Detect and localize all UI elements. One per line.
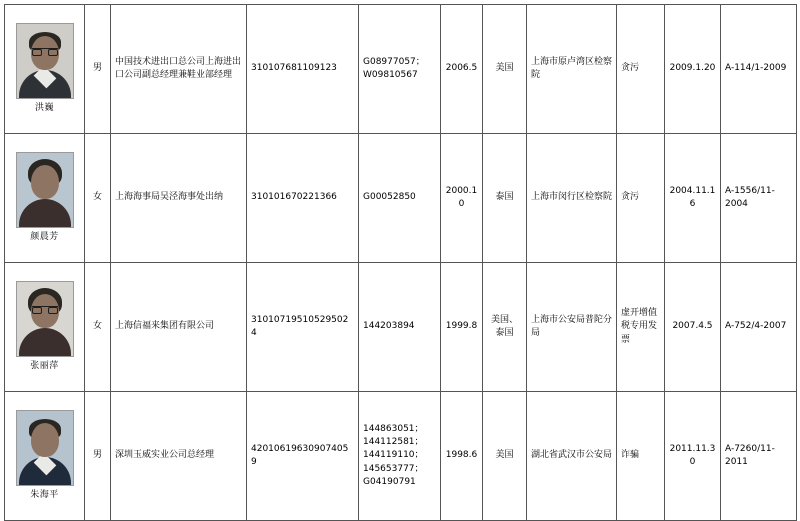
organization-cell: 上海信福来集团有限公司 <box>111 263 247 392</box>
exit-date-cell: 1998.6 <box>441 392 483 521</box>
photo-cell <box>5 392 85 521</box>
agency-cell: 湖北省武汉市公安局 <box>527 392 617 521</box>
case-number-cell: A-1556/11-2004 <box>721 134 797 263</box>
table-row <box>5 392 797 521</box>
portrait-photo-icon <box>16 152 74 228</box>
wanted-persons-document <box>0 4 800 511</box>
organization-cell: 中国技术进出口总公司上海进出口公司副总经理兼鞋业部经理 <box>111 5 247 134</box>
agency-cell: 上海市公安局普陀分局 <box>527 263 617 392</box>
passport-cell: 144203894 <box>359 263 441 392</box>
person-name: 颜晨芳 <box>30 231 59 242</box>
person-name: 朱海平 <box>30 489 59 500</box>
filed-date-cell: 2011.11.30 <box>665 392 721 521</box>
wanted-persons-table <box>4 4 797 521</box>
agency-cell: 上海市闵行区检察院 <box>527 134 617 263</box>
filed-date-cell: 2009.1.20 <box>665 5 721 134</box>
portrait-photo-icon <box>16 410 74 486</box>
case-number-cell: A-7260/11-2011 <box>721 392 797 521</box>
crime-cell: 贪污 <box>617 134 665 263</box>
glasses-icon <box>32 306 58 313</box>
portrait-photo-icon <box>16 23 74 99</box>
photo-cell <box>5 134 85 263</box>
table-row <box>5 134 797 263</box>
sex-cell: 女 <box>85 134 111 263</box>
organization-cell: 深圳玉威实业公司总经理 <box>111 392 247 521</box>
filed-date-cell: 2007.4.5 <box>665 263 721 392</box>
passport-cell: G00052850 <box>359 134 441 263</box>
photo-cell <box>5 5 85 134</box>
country-cell: 泰国 <box>483 134 527 263</box>
country-cell: 美国 <box>483 392 527 521</box>
organization-cell: 上海海事局吴泾海事处出纳 <box>111 134 247 263</box>
glasses-icon <box>32 48 58 55</box>
id-number-cell: 310101670221366 <box>247 134 359 263</box>
sex-cell: 女 <box>85 263 111 392</box>
table-row <box>5 263 797 392</box>
portrait-photo-icon <box>16 281 74 357</box>
exit-date-cell: 1999.8 <box>441 263 483 392</box>
exit-date-cell: 2006.5 <box>441 5 483 134</box>
filed-date-cell: 2004.11.16 <box>665 134 721 263</box>
person-name: 洪巍 <box>34 102 54 113</box>
country-cell: 美国 <box>483 5 527 134</box>
passport-cell: G08977057；W09810567 <box>359 5 441 134</box>
exit-date-cell: 2000.10 <box>441 134 483 263</box>
sex-cell: 男 <box>85 5 111 134</box>
table-row <box>5 5 797 134</box>
photo-cell <box>5 263 85 392</box>
sex-cell: 男 <box>85 392 111 521</box>
country-cell: 美国、泰国 <box>483 263 527 392</box>
case-number-cell: A-752/4-2007 <box>721 263 797 392</box>
passport-cell: 144863051；144112581；144119110；145653777；G04190791 <box>359 392 441 521</box>
agency-cell: 上海市原卢湾区检察院 <box>527 5 617 134</box>
id-number-cell: 420106196309074059 <box>247 392 359 521</box>
id-number-cell: 310107681109123 <box>247 5 359 134</box>
person-name: 张丽萍 <box>30 360 59 371</box>
crime-cell: 虚开增值税专用发票 <box>617 263 665 392</box>
id-number-cell: 310107195105295024 <box>247 263 359 392</box>
case-number-cell: A-114/1-2009 <box>721 5 797 134</box>
crime-cell: 贪污 <box>617 5 665 134</box>
crime-cell: 诈骗 <box>617 392 665 521</box>
